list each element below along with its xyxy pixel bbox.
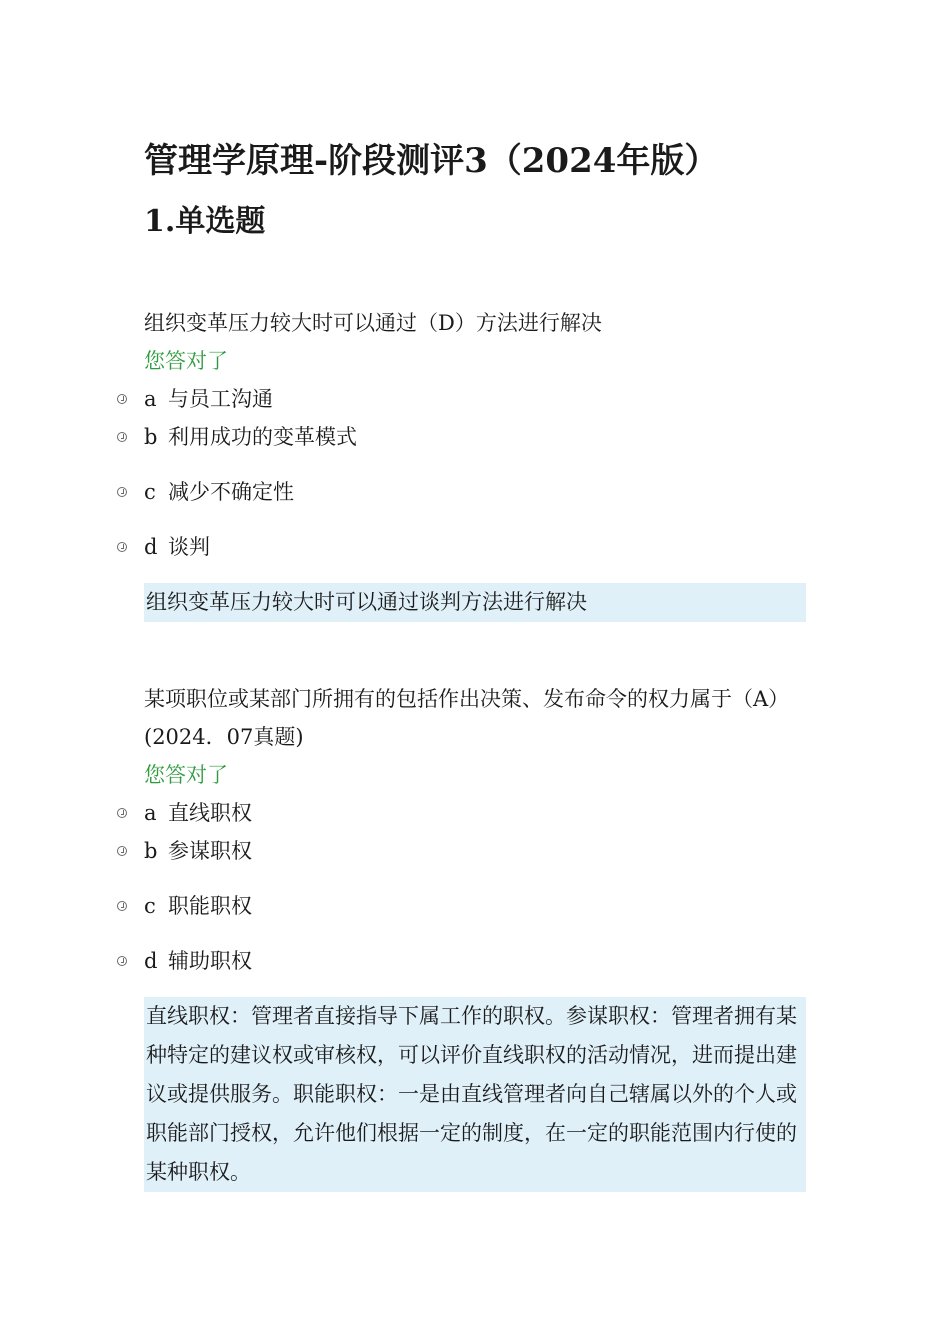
option-c[interactable] <box>144 473 806 511</box>
option-b[interactable] <box>144 832 806 870</box>
radio-icon[interactable] <box>117 808 127 818</box>
option-text: 参谋职权 <box>168 839 252 863</box>
answer-explanation: 组织变革压力较大时可以通过谈判方法进行解决 <box>144 583 806 622</box>
option-text: 与员工沟通 <box>168 387 273 411</box>
option-d[interactable] <box>144 942 806 980</box>
radio-icon[interactable] <box>117 394 127 404</box>
option-text: 辅助职权 <box>168 949 252 973</box>
option-letter: d <box>144 949 158 973</box>
option-text: 直线职权 <box>168 801 252 825</box>
option-a[interactable] <box>144 794 806 832</box>
question-1 <box>144 304 806 622</box>
answer-feedback: 您答对了 <box>144 349 228 373</box>
radio-icon[interactable] <box>117 901 127 911</box>
option-text: 职能职权 <box>168 894 252 918</box>
radio-icon[interactable] <box>117 487 127 497</box>
answer-feedback: 您答对了 <box>144 763 228 787</box>
radio-icon[interactable] <box>117 846 127 856</box>
answer-explanation: 直线职权：管理者直接指导下属工作的职权。参谋职权：管理者拥有某种特定的建议权或审核权，可以评价直线职权的活动情况，进而提出建议或提供服务。职能职权：一是由直线管理者向自己辖属以外的个人或职能部门授权，允许他们根据一定的制度，在一定的职能范围内行使的某种职权。 <box>144 997 806 1192</box>
option-letter: a <box>144 387 157 411</box>
section-title: 1.单选题 <box>144 204 266 239</box>
radio-icon[interactable] <box>117 542 127 552</box>
option-d[interactable] <box>144 528 806 566</box>
option-list <box>144 794 806 980</box>
question-text: 组织变革压力较大时可以通过（D）方法进行解决 <box>144 311 602 335</box>
option-letter: a <box>144 801 157 825</box>
option-c[interactable] <box>144 887 806 925</box>
question-2 <box>144 680 806 1192</box>
page-title: 管理学原理-阶段测评3（2024年版） <box>144 141 719 181</box>
radio-icon[interactable] <box>117 432 127 442</box>
option-letter: b <box>144 425 158 449</box>
option-b[interactable] <box>144 418 806 456</box>
option-list <box>144 380 806 566</box>
option-text: 利用成功的变革模式 <box>168 425 357 449</box>
option-letter: c <box>144 894 156 918</box>
radio-icon[interactable] <box>117 956 127 966</box>
option-letter: b <box>144 839 158 863</box>
option-a[interactable] <box>144 380 806 418</box>
option-text: 减少不确定性 <box>168 480 294 504</box>
option-letter: c <box>144 480 156 504</box>
question-text: 某项职位或某部门所拥有的包括作出决策、发布命令的权力属于（A）(2024．07真题) <box>144 687 790 749</box>
option-letter: d <box>144 535 158 559</box>
option-text: 谈判 <box>168 535 210 559</box>
